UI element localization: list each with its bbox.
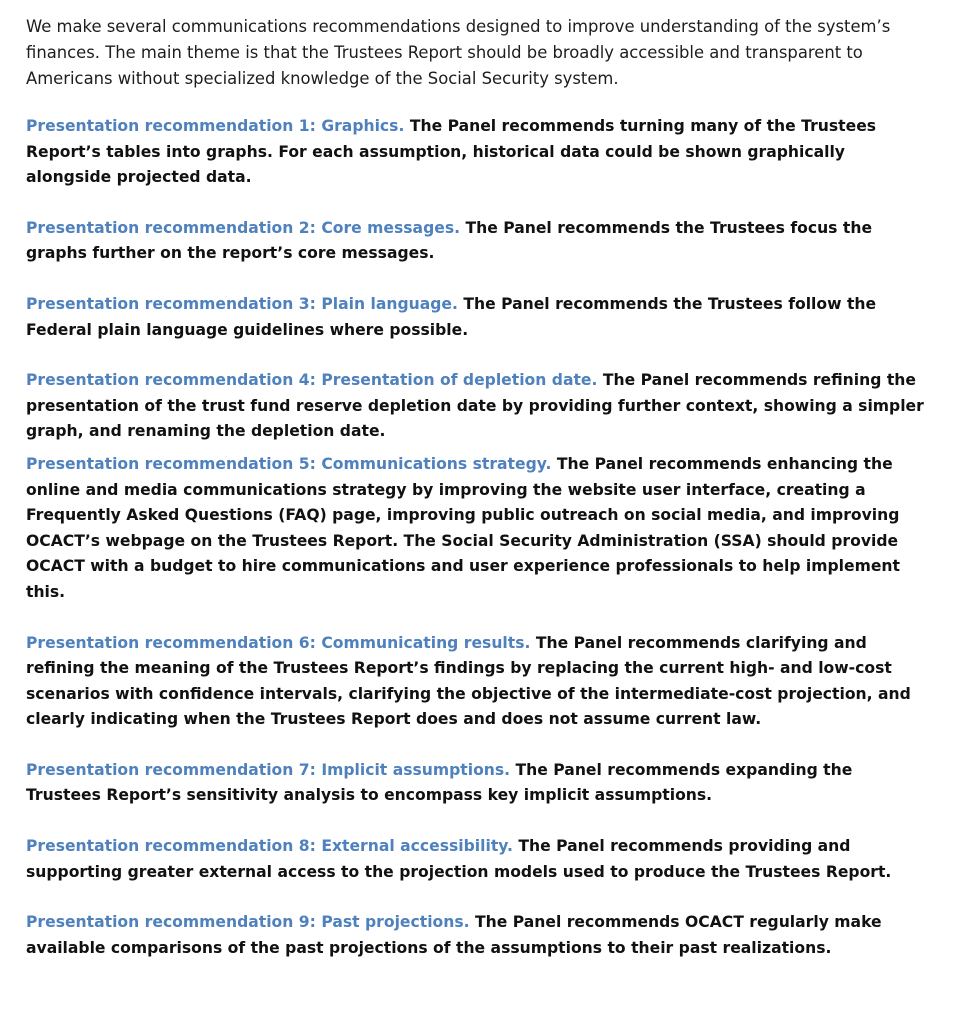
recommendation-8-body: The Panel recommends providing and supporting greater external access to the projection models used to produce the Trustees Report. (26, 837, 892, 881)
recommendation-3-body: The Panel recommends the Trustees follow the Federal plain language guidelines where possible. (26, 294, 877, 339)
recommendation-9-body: The Panel recommends OCACT regularly make available comparisons of the past projections of the assumptions to their past realizations. (26, 913, 882, 957)
recommendation-6 (26, 631, 930, 733)
recommendation-7 (26, 758, 930, 809)
recommendation-1 (26, 114, 930, 191)
recommendation-4-body: The Panel recommends refining the presentation of the trust fund reserve depletion date by providing further context, showing a simpler graph, and renaming the depletion date. (26, 371, 924, 441)
recommendation-7-body: The Panel recommends expanding the Trustees Report’s sensitivity analysis to encompass key implicit assumptions. (26, 760, 853, 805)
recommendation-4-heading: Presentation recommendation 4: Presentation of depletion date. (26, 371, 598, 390)
recommendation-2 (26, 216, 930, 267)
recommendation-8 (26, 834, 930, 885)
recommendation-1-heading: Presentation recommendation 1: Graphics. (26, 117, 405, 135)
recommendation-6-body: The Panel recommends clarifying and refining the meaning of the Trustees Report’s findings by replacing the current high- and low-cost scenarios with confidence intervals, clarifying the objective of the intermediate-cost projection, and clearly indicating when the Trustees Report does and does not assume current law. (26, 633, 911, 729)
recommendation-6-heading: Presentation recommendation 6: Communicating results. (26, 633, 531, 652)
recommendation-8-heading: Presentation recommendation 8: External accessibility. (26, 837, 513, 856)
recommendation-9 (26, 910, 930, 961)
intro-paragraph: We make several communications recommendations designed to improve understanding of the system’s finances. The main theme is that the Trustees Report should be broadly accessible and transparent to Americans without specialized knowledge of the Social Security system. (26, 17, 891, 88)
recommendation-9-heading: Presentation recommendation 9: Past projections. (26, 913, 470, 932)
recommendation-3-heading: Presentation recommendation 3: Plain language. (26, 294, 458, 313)
recommendation-5 (26, 452, 930, 606)
recommendation-5-heading: Presentation recommendation 5: Communications strategy. (26, 454, 552, 473)
recommendation-7-heading: Presentation recommendation 7: Implicit assumptions. (26, 760, 511, 779)
recommendation-3 (26, 292, 930, 343)
recommendation-2-body: The Panel recommends the Trustees focus the graphs further on the report’s core messages. (26, 218, 873, 263)
recommendation-4 (26, 368, 930, 445)
recommendation-1-body: The Panel recommends turning many of the Trustees Report’s tables into graphs. For each assumption, historical data could be shown graphically alongside projected data. (26, 117, 877, 187)
recommendation-5-body: The Panel recommends enhancing the online and media communications strategy by improving the website user interface, creating a Frequently Asked Questions (FAQ) page, improving public outreach on social media, and improving OCACT’s webpage on the Trustees Report. The Social Security Administration (SSA) should provide OCACT with a budget to hire communications and user experience professionals to help implement this. (26, 454, 900, 601)
recommendation-2-heading: Presentation recommendation 2: Core messages. (26, 218, 461, 237)
